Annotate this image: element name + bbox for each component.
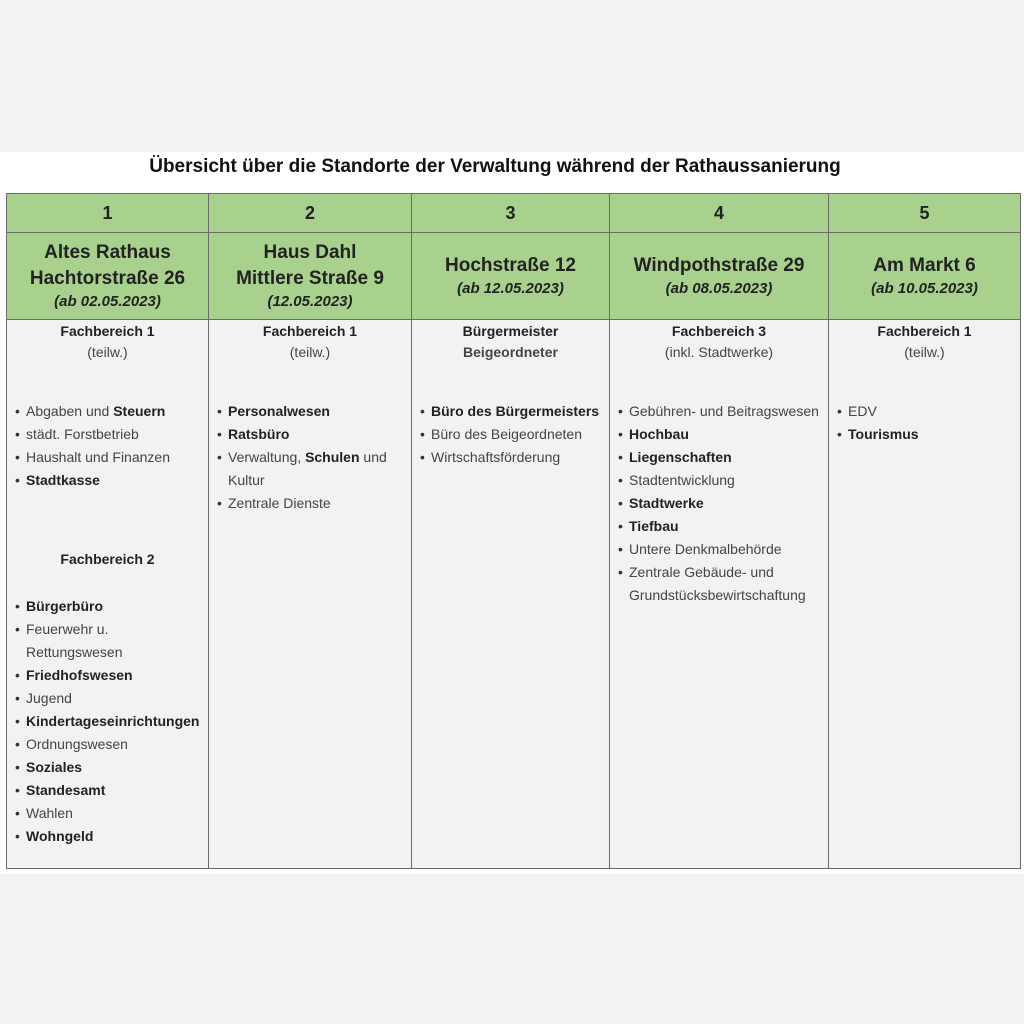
list-item xyxy=(15,423,204,446)
department-title: Bürgermeister xyxy=(462,323,559,339)
item-text: Abgaben und xyxy=(26,403,114,419)
list-item xyxy=(15,802,204,825)
item-text: Wirtschaftsförderung xyxy=(431,449,561,465)
item-text: und Kultur xyxy=(228,449,387,488)
location-date: (ab 12.05.2023) xyxy=(457,280,564,297)
item-text: Stadtkasse xyxy=(26,472,100,488)
list-item xyxy=(837,400,1016,423)
list-item xyxy=(15,400,204,423)
list-item xyxy=(15,618,204,664)
spacer xyxy=(7,492,208,548)
location-name: Windpothstraße 29 xyxy=(633,255,805,276)
item-text: Schulen xyxy=(305,449,360,465)
column-number: 2 xyxy=(209,194,412,233)
department-list xyxy=(209,400,411,515)
item-text: Gebühren- und Beitragswesen xyxy=(629,403,819,419)
department-list xyxy=(829,400,1020,446)
department-title: Fachbereich 1 xyxy=(262,323,358,339)
location-name: Haus Dahl xyxy=(263,242,357,263)
list-item xyxy=(618,400,824,423)
list-item xyxy=(420,400,605,423)
list-item xyxy=(217,492,407,515)
item-text: Soziales xyxy=(26,759,83,775)
item-text: Tiefbau xyxy=(629,518,679,534)
item-text: Feuerwehr u. Rettungswesen xyxy=(26,621,123,660)
departments-row xyxy=(7,320,1021,869)
department-list xyxy=(412,400,609,469)
item-text: Kindertageseinrichtungen xyxy=(26,713,200,729)
list-item xyxy=(15,446,204,469)
item-text: Hochbau xyxy=(629,426,689,442)
item-text: Wahlen xyxy=(26,805,73,821)
departments-cell xyxy=(412,320,610,869)
spacer xyxy=(610,363,828,400)
item-text: Büro des Beigeordneten xyxy=(431,426,582,442)
item-text: Bürgerbüro xyxy=(26,598,103,614)
item-text: städt. Forstbetrieb xyxy=(26,426,139,442)
column-number: 5 xyxy=(829,194,1021,233)
list-item xyxy=(618,446,824,469)
item-text: Tourismus xyxy=(848,426,919,442)
departments-cell xyxy=(209,320,412,869)
location-date: (ab 10.05.2023) xyxy=(871,280,978,297)
department-heading xyxy=(7,320,208,363)
department-title: Fachbereich 1 xyxy=(877,323,972,339)
column-number: 4 xyxy=(610,194,829,233)
list-item xyxy=(15,710,204,733)
item-text: Jugend xyxy=(26,690,72,706)
list-item xyxy=(618,492,824,515)
item-text: Ratsbüro xyxy=(228,426,290,442)
list-item xyxy=(15,825,204,848)
list-item xyxy=(15,733,204,756)
location-name: Altes Rathaus xyxy=(44,242,171,263)
location-name: Am Markt 6 xyxy=(873,255,976,276)
list-item xyxy=(618,515,824,538)
list-item xyxy=(217,423,407,446)
spacer xyxy=(829,363,1020,400)
departments-cell xyxy=(7,320,209,869)
item-text: Büro des Bürgermeisters xyxy=(431,403,600,419)
item-text: Haushalt und Finanzen xyxy=(26,449,170,465)
department-subtitle: Beigeordneter xyxy=(463,344,558,360)
list-item xyxy=(618,469,824,492)
list-item xyxy=(15,756,204,779)
list-item xyxy=(15,595,204,618)
department-heading xyxy=(209,320,411,363)
list-item xyxy=(15,779,204,802)
item-text: Friedhofswesen xyxy=(26,667,133,683)
department-list xyxy=(7,595,208,848)
location-date: (ab 08.05.2023) xyxy=(665,280,773,297)
item-text: Liegenschaften xyxy=(629,449,732,465)
list-item xyxy=(420,446,605,469)
list-item xyxy=(618,561,824,607)
number-row xyxy=(7,194,1021,233)
item-text: Wohngeld xyxy=(26,828,94,844)
department-heading xyxy=(829,320,1020,363)
item-text: EDV xyxy=(848,403,877,419)
spacer xyxy=(7,363,208,400)
department-list xyxy=(7,400,208,492)
page-title: Übersicht über die Standorte der Verwaltung während der Rathaussanierung xyxy=(149,156,841,177)
department-title: Fachbereich 1 xyxy=(60,323,155,339)
list-item xyxy=(15,687,204,710)
department-title: Fachbereich 2 xyxy=(60,551,155,567)
spacer xyxy=(7,570,208,595)
department-title: Fachbereich 3 xyxy=(671,323,767,339)
department-heading xyxy=(610,320,828,363)
location-name: Mittlere Straße 9 xyxy=(236,268,384,289)
location-name: Hochstraße 12 xyxy=(445,255,576,276)
item-text: Stadtwerke xyxy=(629,495,704,511)
department-list xyxy=(610,400,828,607)
item-text: Stadtentwicklung xyxy=(629,472,735,488)
spacer xyxy=(412,363,609,400)
item-text: Untere Denkmalbehörde xyxy=(629,541,782,557)
item-text: Personalwesen xyxy=(228,403,330,419)
department-heading xyxy=(412,320,609,363)
list-item xyxy=(15,664,204,687)
department-subtitle: (inkl. Stadtwerke) xyxy=(664,344,774,360)
location-cell xyxy=(412,233,610,320)
location-cell xyxy=(7,233,209,320)
departments-cell xyxy=(829,320,1021,869)
column-number: 1 xyxy=(7,194,209,233)
department-subtitle: (teilw.) xyxy=(289,344,331,360)
column-number: 3 xyxy=(412,194,610,233)
item-text: Steuern xyxy=(113,403,166,419)
item-text: Standesamt xyxy=(26,782,106,798)
department-subtitle: (teilw.) xyxy=(904,344,945,360)
spacer xyxy=(209,363,411,400)
locations-table xyxy=(6,193,1021,869)
location-name: Hachtorstraße 26 xyxy=(29,268,186,289)
list-item xyxy=(217,446,407,492)
location-date: (12.05.2023) xyxy=(267,293,353,310)
location-cell xyxy=(829,233,1021,320)
department-subtitle: (teilw.) xyxy=(87,344,128,360)
location-cell xyxy=(209,233,412,320)
item-text: Zentrale Dienste xyxy=(228,495,331,511)
item-text: Ordnungswesen xyxy=(26,736,128,752)
list-item xyxy=(837,423,1016,446)
overview-sheet xyxy=(0,152,1024,874)
list-item xyxy=(15,469,204,492)
departments-cell xyxy=(610,320,829,869)
location-cell xyxy=(610,233,829,320)
list-item xyxy=(618,538,824,561)
department-heading xyxy=(7,548,208,570)
list-item xyxy=(618,423,824,446)
item-text: Verwaltung, xyxy=(228,449,306,465)
location-row xyxy=(7,233,1021,320)
location-date: (ab 02.05.2023) xyxy=(54,293,161,310)
list-item xyxy=(217,400,407,423)
list-item xyxy=(420,423,605,446)
item-text: Zentrale Gebäude- und Grundstücksbewirtschaftung xyxy=(629,564,806,603)
